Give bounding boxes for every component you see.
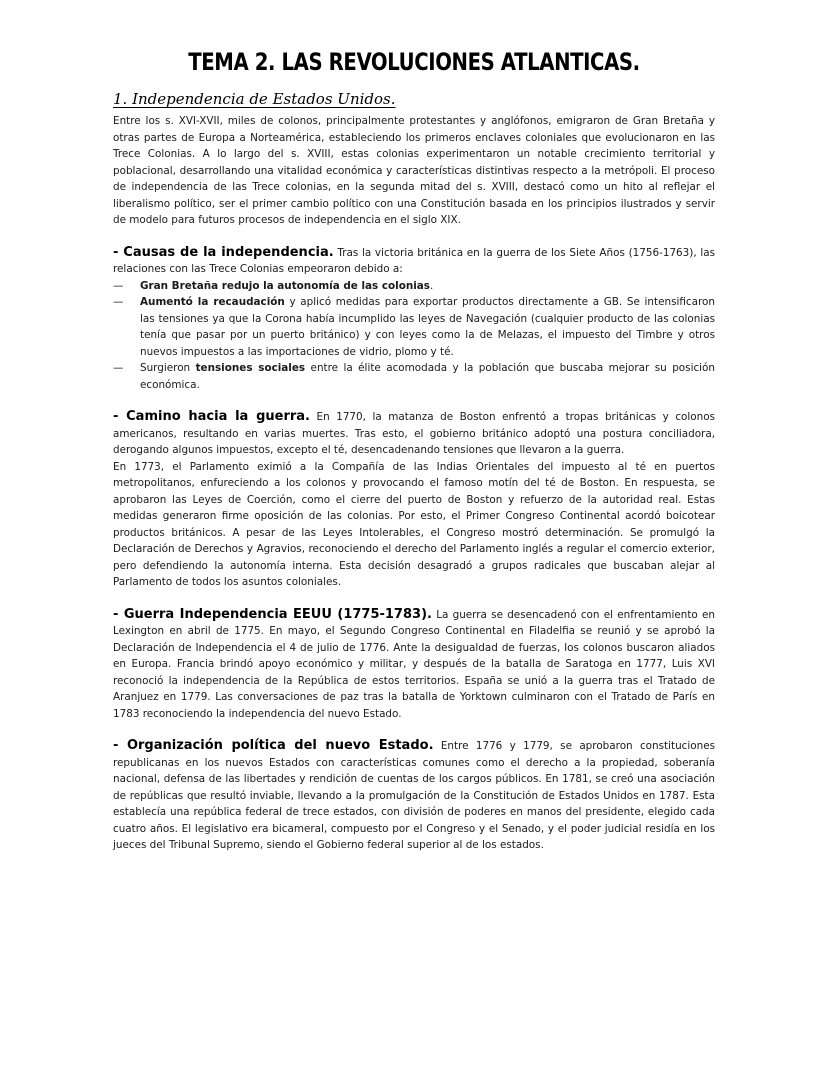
bullet-marker: — [113, 362, 124, 374]
cause-3-pre: Surgieron [140, 362, 196, 374]
cause-3-rest: entre la élite acomodada y la población que buscaba mejorar su posición económica. [140, 362, 715, 391]
causes-list [113, 278, 715, 394]
section-heading: 1. Independencia de Estados Unidos. [113, 90, 396, 108]
list-item [113, 294, 715, 360]
war-text: La guerra se desencadenó con el enfrentamiento en Lexington en abril de 1775. En mayo, el Segundo Congreso Continental en Filadelfia se reunió y se aprobó la Declaración de Independencia el 4 de julio de 1776. Ante la desigualdad de fuerzas, los colonos buscaron aliados en Europa. Francia brindó apoyo económico y militar, y después de la batalla de Saratoga en 1777, Luis XVI reconoció la independencia de la República de estos territorios. España se unió a la guerra tras el Tratado de Aranjuez en 1779. Las conversaciones de paz tras la batalla de Yorktown culminaron con el Tratado de París en 1783 reconociendo la independencia del nuevo Estado. [113, 608, 715, 720]
road-to-war-section [113, 409, 715, 591]
list-item [113, 360, 715, 393]
causes-paragraph [113, 245, 715, 278]
organization-text: Entre 1776 y 1779, se aprobaron constituciones republicanas en los nuevos Estados con características comunes como el derecho a la propiedad, soberanía nacional, defensa de las libertades y rendición de cuentas de los cargos públicos. En 1781, se creó una asociación de repúblicas que resultó inviable, llevando a la promulgación de la Constitución de Estados Unidos en 1787. Esta establecía una república federal de trece estados, con división de poderes en manos del presidente, elegido cada cuatro años. El legislativo era bicameral, compuesto por el Congreso y el Senado, y el poder judicial residía en los jueces del Tribunal Supremo, siendo el Gobierno federal superior al de los estados. [113, 740, 716, 851]
road-to-war-text-1: En 1770, la matanza de Boston enfrentó a tropas británicas y colonos americanos, resultando en varias muertes. Tras esto, el gobierno británico adoptó una postura conciliadora, derogando algunos impuestos, excepto el té, desencadenando tensiones que llevaron a la guerra. [113, 411, 715, 456]
organization-paragraph [113, 738, 715, 854]
war-heading: - Guerra Independencia EEUU (1775-1783). [113, 606, 432, 622]
organization-heading: - Organización política del nuevo Estado. [113, 738, 434, 753]
bullet-marker: — [113, 296, 124, 308]
document-page [113, 48, 715, 870]
cause-1-rest: . [430, 279, 434, 292]
war-section [113, 607, 715, 723]
causes-heading: - Causas de la independencia. [113, 244, 334, 260]
list-item [113, 278, 715, 295]
causes-section [113, 245, 715, 394]
intro-paragraph: Entre los s. XVI-XVII, miles de colonos, principalmente protestantes y anglófonos, emigraron de Gran Bretaña y otras partes de Europa a Norteamérica, estableciendo los primeros enclaves coloniales que evolucionaron en las Trece Colonias. A lo largo del s. XVIII, estas colonias experimentaron un notable crecimiento territorial y poblacional, desarrollando una vitalidad económica y características distintivas respecto a la metrópoli. El proceso de independencia de las Trece colonias, en la segunda mitad del s. XVIII, destacó como un hito al reflejar el liberalismo político, ser el primer cambio político con una Constitución basada en los principios ilustrados y servir de modelo para futuros procesos de independencia en el siglo XIX. [113, 115, 715, 226]
cause-1-bold: Gran Bretaña redujo la autonomía de las colonias [140, 279, 430, 292]
road-to-war-paragraph-1 [113, 409, 715, 459]
bullet-marker: — [113, 279, 124, 292]
road-to-war-paragraph-2: En 1773, el Parlamento eximió a la Compañía de las Indias Orientales del impuesto al té en puertos metropolitanos, enfureciendo a los colonos y provocando el famoso motín del té de Boston. En respuesta, se aprobaron las Leyes de Coerción, como el cierre del puerto de Boston y refuerzo de la autoridad real. Estas medidas generaron firme oposición de las colonias. Por esto, el Primer Congreso Continental acordó boicotear productos británicos. A pesar de las Leyes Intolerables, el Congreso mostró determinación. Se promulgó la Declaración de Derechos y Agravios, reconociendo el derecho del Parlamento inglés a regular el comercio exterior, pero defendiendo la autonomía interna. Esta decisión desagradó a grupos radicales que buscaban alejar al Parlamento de todos los asuntos coloniales. [113, 460, 715, 588]
document-title: TEMA 2. LAS REVOLUCIONES ATLANTICAS. [188, 48, 640, 76]
road-to-war-heading: - Camino hacia la guerra. [113, 409, 310, 424]
cause-2-rest: y aplicó medidas para exportar productos directamente a GB. Se intensificaron las tensiones ya que la Corona había incumplido las leyes de Navegación (cualquier producto de las colonias tenía que pasar por un puerto británico) y con leyes como la de Melazas, el impuesto del Timbre y otros nuevos impuestos a las importaciones de vidrio, plomo y té. [140, 296, 715, 358]
causes-text: Tras la victoria británica en la guerra de los Siete Años (1756-1763), las relaciones con las Trece Colonias empeoraron debido a: [113, 246, 715, 275]
organization-section [113, 738, 715, 854]
war-paragraph [113, 607, 715, 723]
cause-3-bold: tensiones sociales [195, 362, 306, 374]
cause-2-bold: Aumentó la recaudación [140, 296, 285, 308]
